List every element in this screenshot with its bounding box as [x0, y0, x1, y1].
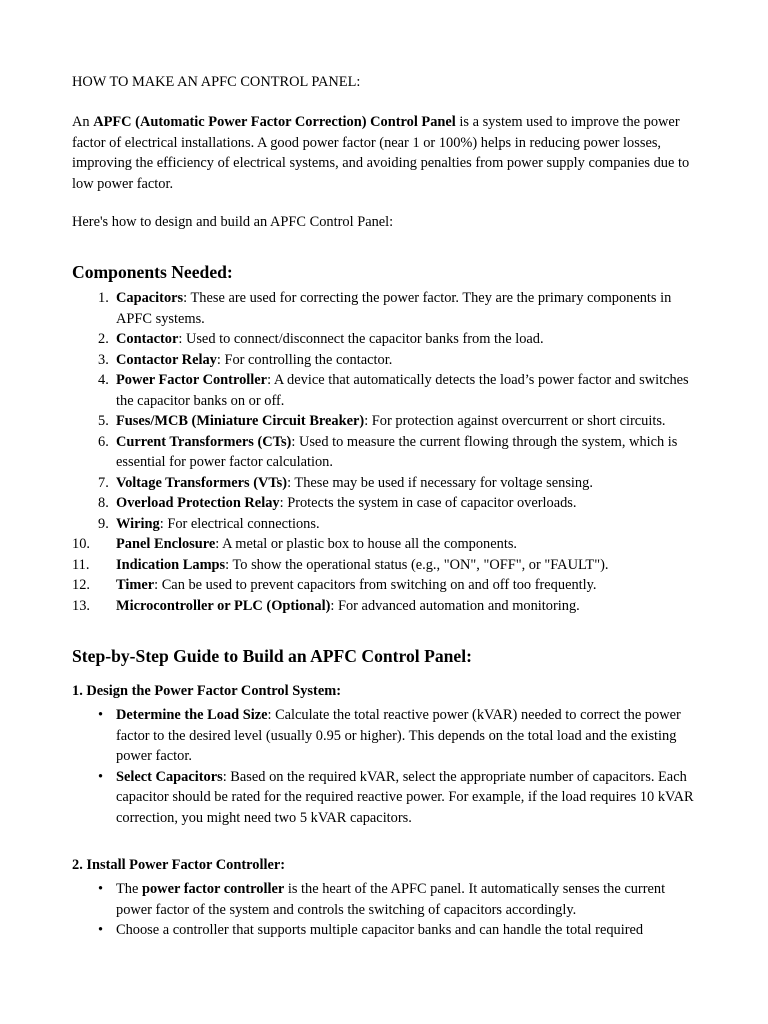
list-number: 8.	[98, 495, 109, 511]
intro-paragraph	[72, 112, 702, 194]
intro-term: APFC (Automatic Power Factor Correction) Control Panel	[93, 114, 456, 130]
list-number: 10.	[72, 536, 90, 552]
component-term: Voltage Transformers (VTs)	[116, 474, 288, 491]
guide-heading: Step-by-Step Guide to Build an APFC Control Panel:	[72, 646, 472, 666]
component-term: Current Transformers (CTs)	[116, 433, 292, 450]
step2-bullets	[72, 879, 702, 941]
component-item	[72, 411, 702, 432]
component-term: Overload Protection Relay	[116, 495, 280, 511]
step1-heading: 1. Design the Power Factor Control System:	[72, 683, 341, 699]
component-desc: : Can be used to prevent capacitors from switching on and off too frequently.	[154, 577, 597, 593]
bullet-desc: : Calculate the total reactive power (kVAR) needed to correct the power factor to the desired level (usually 0.95 or higher). This depends on the total load and the existing power factor.	[116, 707, 681, 764]
component-item	[72, 473, 702, 494]
list-number: 4.	[98, 372, 109, 388]
component-item	[72, 288, 702, 329]
list-number: 2.	[98, 331, 109, 347]
component-item	[72, 555, 702, 576]
list-number: 9.	[98, 515, 109, 532]
lead-paragraph: Here's how to design and build an APFC Control Panel:	[72, 214, 394, 230]
component-term: Contactor Relay	[116, 351, 217, 368]
component-item	[72, 329, 702, 350]
list-number: 12.	[72, 577, 90, 593]
list-number: 13.	[72, 597, 90, 614]
bullet-desc: Choose a controller that supports multiple capacitor banks and can handle the total required	[116, 922, 644, 938]
bullet-dot-icon: •	[98, 707, 104, 723]
component-item	[72, 596, 702, 617]
bullet-desc: : Based on the required kVAR, select the appropriate number of capacitors. Each capacitor should be rated for the required reactive power. For example, if the load requires 10 kVAR correction, you might need two 5 kVAR capacitors.	[116, 768, 694, 826]
bullet-term: Determine the Load Size	[116, 707, 268, 723]
component-term: Fuses/MCB (Miniature Circuit Breaker)	[116, 413, 365, 429]
component-desc: : These are used for correcting the power factor. They are the primary components in APFC systems.	[116, 290, 672, 327]
list-number: 7.	[98, 474, 109, 491]
bullet-term: power factor controller	[141, 881, 285, 897]
bullet-dot-icon: •	[98, 922, 104, 938]
component-item	[72, 432, 702, 473]
component-item	[72, 575, 702, 596]
bullet-pre: The	[116, 881, 142, 897]
bullet-item	[72, 705, 702, 767]
component-desc: : These may be used if necessary for voltage sensing.	[287, 474, 593, 491]
component-item	[72, 350, 702, 371]
document-title: HOW TO MAKE AN APFC CONTROL PANEL:	[72, 74, 361, 90]
component-term: Indication Lamps	[116, 556, 226, 573]
list-number: 5.	[98, 413, 109, 429]
step2-heading: 2. Install Power Factor Controller:	[72, 857, 286, 873]
intro-post: is a system used to improve the power factor of electrical installations. A good power factor (near 1 or 100%) helps in reducing power losses, improving the efficiency of electrical systems, and avoiding penalties from power supply companies due to low power factor.	[72, 114, 690, 192]
component-term: Wiring	[116, 515, 160, 532]
component-desc: : Used to measure the current flowing through the system, which is essential for power factor calculation.	[116, 433, 678, 470]
component-item	[72, 370, 702, 411]
bullet-item	[72, 767, 702, 829]
component-term: Timer	[116, 577, 155, 593]
component-item	[72, 534, 702, 555]
component-term: Microcontroller or PLC (Optional)	[116, 597, 331, 614]
bullet-term: Select Capacitors	[116, 768, 223, 785]
list-number: 1.	[98, 290, 109, 306]
intro-pre: An	[72, 114, 94, 130]
component-desc: : For controlling the contactor.	[216, 351, 393, 368]
component-desc: : For advanced automation and monitoring.	[330, 597, 580, 614]
component-item	[72, 514, 702, 535]
component-desc: : A device that automatically detects the load’s power factor and switches the capacitor banks on or off.	[116, 372, 689, 409]
list-number: 3.	[98, 351, 109, 368]
component-term: Panel Enclosure	[116, 536, 216, 552]
bullet-dot-icon: •	[98, 768, 104, 785]
component-desc: : To show the operational status (e.g., "ON", "OFF", or "FAULT").	[225, 556, 609, 573]
step1-bullets	[72, 705, 702, 828]
component-term: Power Factor Controller	[116, 372, 268, 388]
component-desc: : For protection against overcurrent or short circuits.	[364, 413, 666, 429]
list-number: 11.	[72, 556, 90, 573]
component-desc: : Protects the system in case of capacitor overloads.	[279, 495, 577, 511]
component-term: Capacitors	[116, 290, 184, 306]
components-list	[72, 288, 702, 616]
bullet-item	[72, 879, 702, 920]
component-term: Contactor	[116, 331, 179, 347]
list-number: 6.	[98, 433, 109, 450]
component-desc: : Used to connect/disconnect the capacitor banks from the load.	[178, 331, 544, 347]
component-desc: : A metal or plastic box to house all the components.	[215, 536, 518, 552]
bullet-desc: is the heart of the APFC panel. It automatically senses the current power factor of the system and controls the switching of capacitors accordingly.	[116, 881, 666, 918]
bullet-item	[72, 920, 702, 941]
components-heading: Components Needed:	[72, 262, 233, 282]
component-item	[72, 493, 702, 514]
bullet-dot-icon: •	[98, 881, 104, 897]
component-desc: : For electrical connections.	[159, 515, 320, 532]
